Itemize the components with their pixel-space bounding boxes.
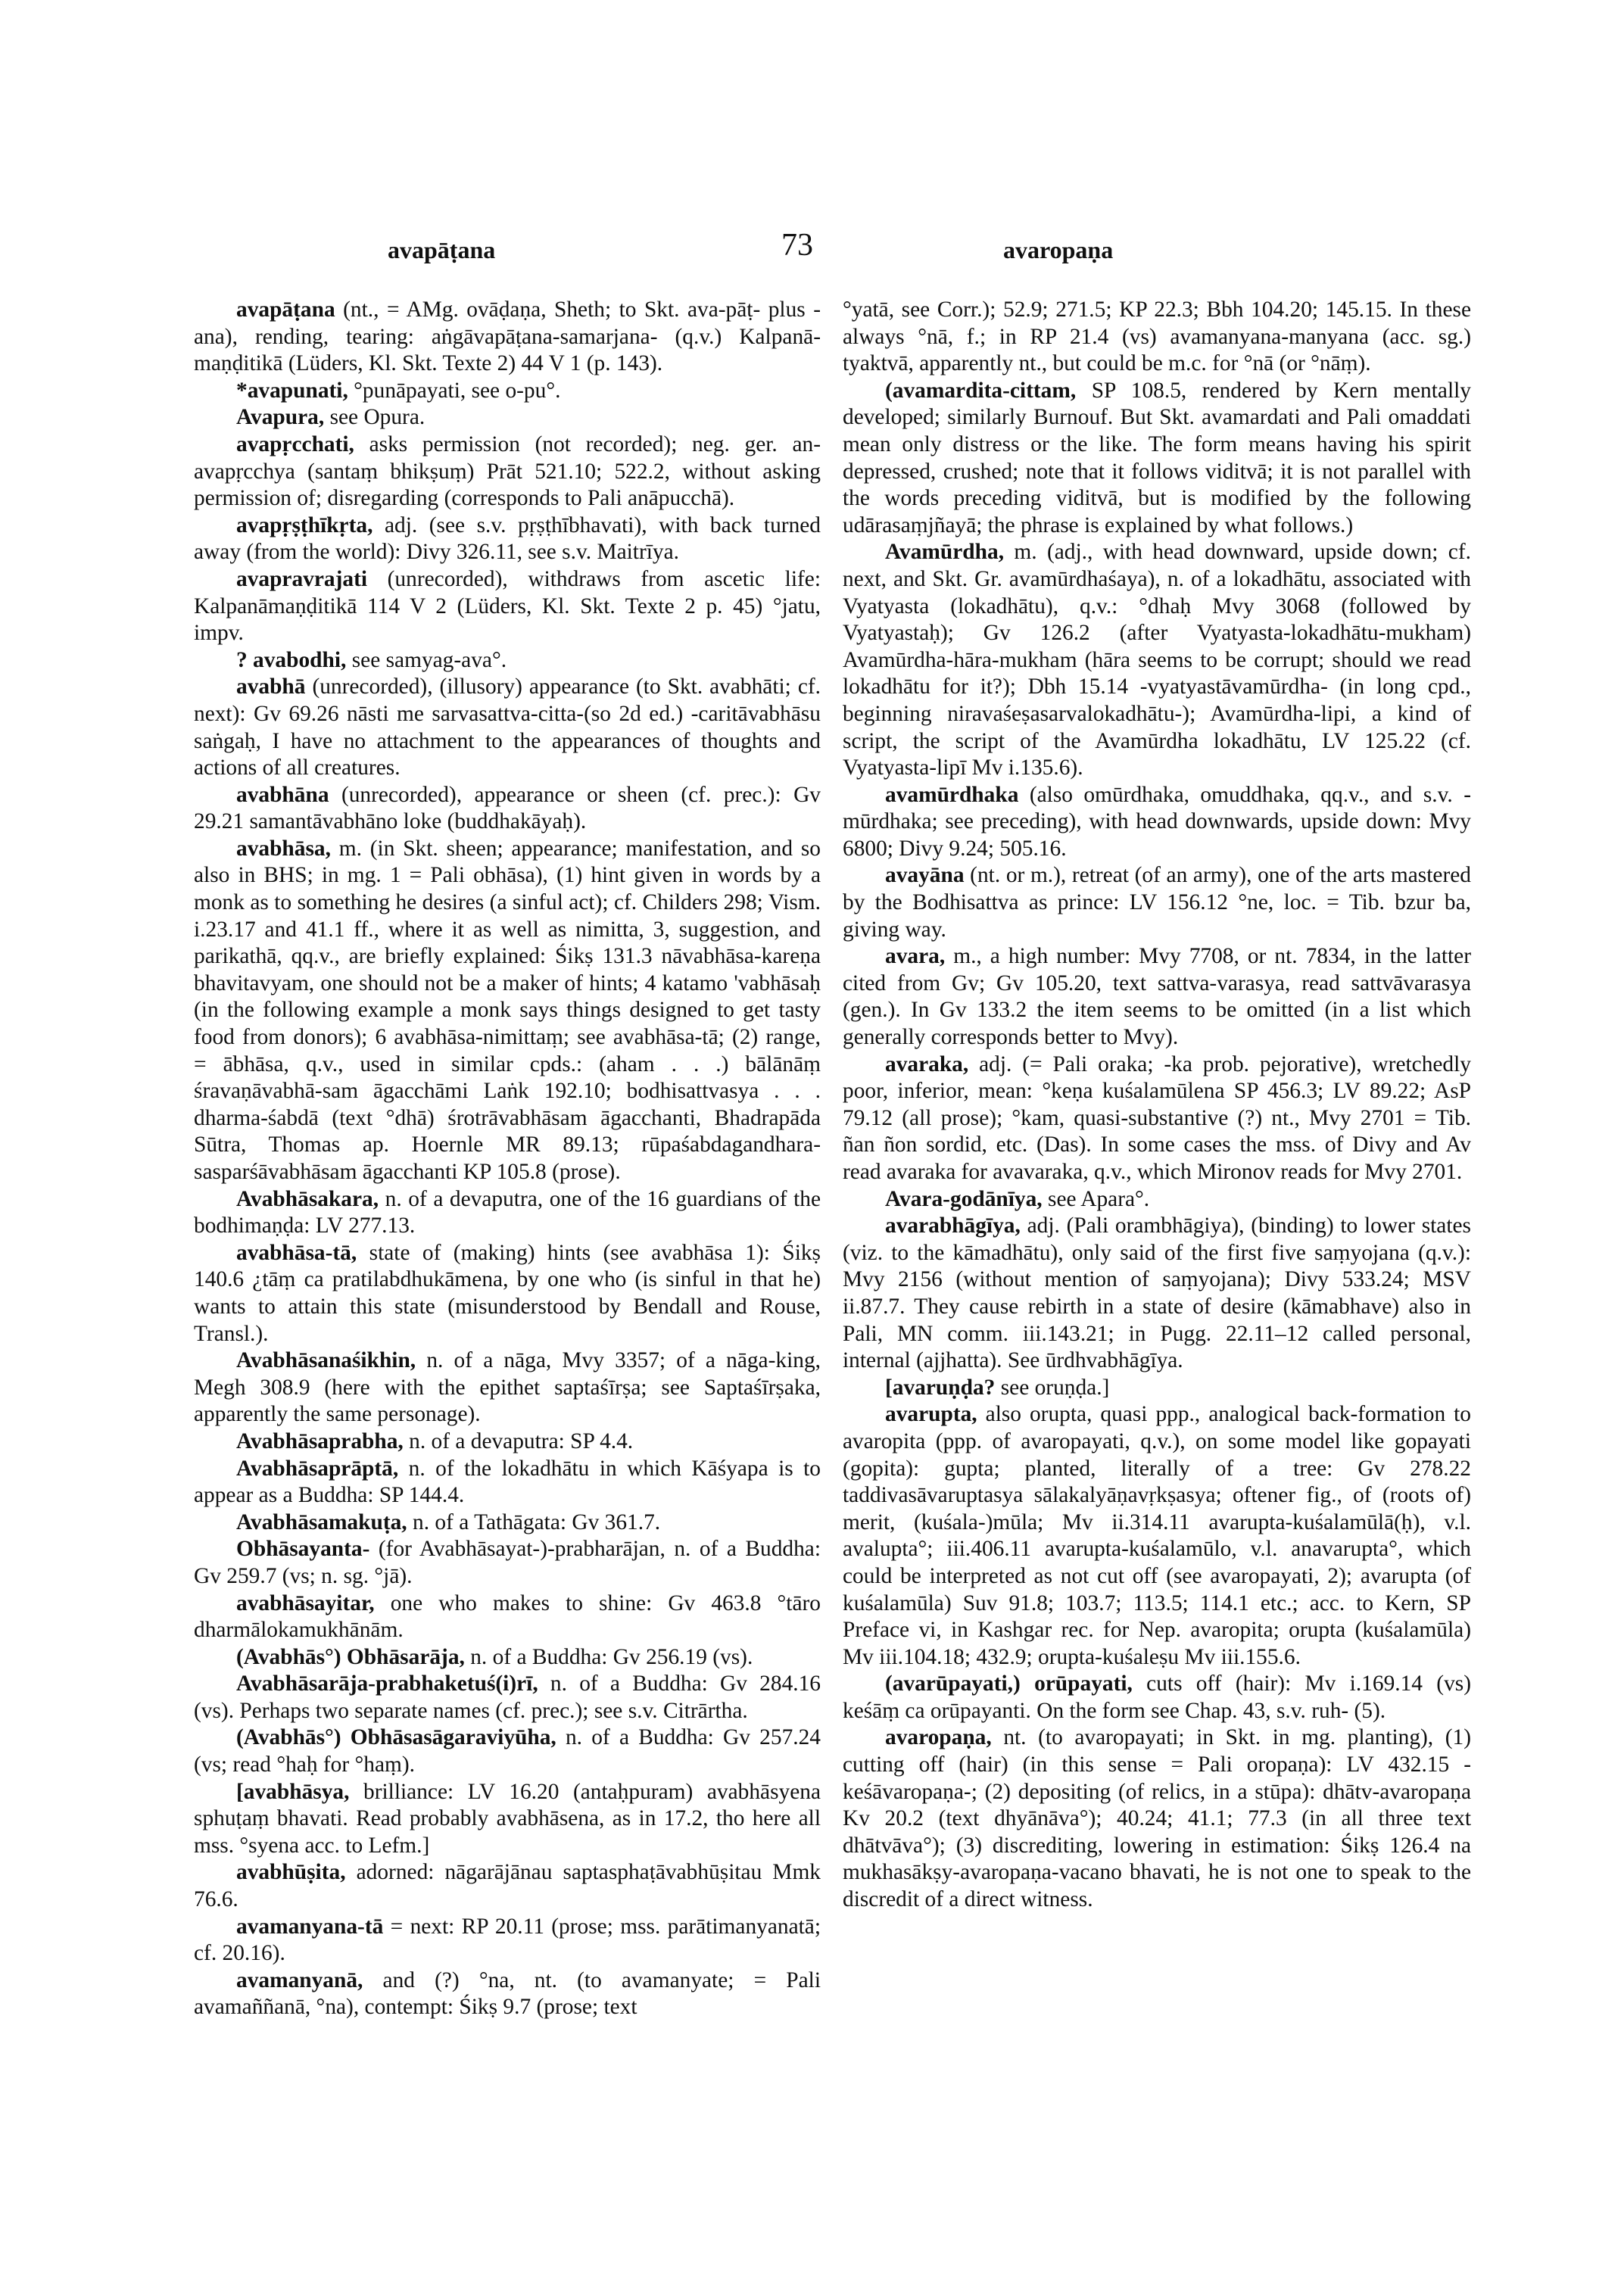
entry-text: adj. (= Pali oraka; -ka prob. pejorative), wretchedly poor, inferior, mean: °keṇa kuśalamūlena SP 456.3; LV 89.22; AsP 79.12 (all prose); °kam, quasi-substantive (?) nt., Mvy 2701 = Tib. ñan ñon sordid, etc. (Das). In some cases the mss. of Divy and Av read avaraka for avavaraka, q.v., which Mironov reads for Mvy 2701. — [843, 1051, 1471, 1184]
entry-text: adj. (Pali orambhāgiya), (binding) to lower states (viz. to the kāmadhātu), only said of the first five saṃyojana (q.v.): Mvy 2156 (without mention of saṃyojana); Divy 533.24; MSV ii.87.7. They cause rebirth in a state of desire (kāmabhave) also in Pali, MN comm. iii.143.21; in Pugg. 22.11–12 called personal, internal (ajjhatta). See ūrdhvabhāgīya. — [843, 1213, 1471, 1373]
entry-headword: avabhūṣita, — [236, 1860, 346, 1885]
entry-text: (unrecorded), appearance or sheen (cf. prec.): Gv 29.21 samantāvabhāno loke (buddhakāyaḥ). — [194, 782, 821, 834]
dictionary-entry — [194, 1456, 821, 1509]
entry-headword: avarabhāgīya, — [885, 1213, 1021, 1238]
entry-headword: avamanyanā, — [236, 1967, 363, 1992]
dictionary-entry — [843, 539, 1471, 781]
entry-headword: avara, — [885, 944, 946, 969]
entry-headword: avayāna — [885, 863, 965, 888]
entry-text: adj. (see s.v. pṛṣṭhībhavati), with back turned away (from the world): Divy 326.11, see s.v. Maitrīya. — [194, 512, 821, 565]
dictionary-entry — [194, 1644, 821, 1671]
dictionary-entry — [194, 1347, 821, 1428]
entry-headword: avamūrdhaka — [885, 782, 1019, 807]
entry-headword: Avapura, — [236, 405, 325, 430]
entry-headword: avabhāsa-tā, — [236, 1240, 357, 1265]
right-column — [843, 297, 1471, 1914]
entry-text: m., a high number: Mvy 7708, or nt. 7834, in the latter cited from Gv; Gv 105.20, text sattva-varasya, read sattvāvarasya (gen.). In Gv 133.2 the item seems to be omitted (in a list which generally corresponds better to Mvy). — [843, 944, 1471, 1050]
entry-text: and (?) °na, nt. (to avamanyate; = Pali avamaññanā, °na), contempt: Śikṣ 9.7 (prose; text — [194, 1967, 821, 2020]
entry-headword: ? avabodhi, — [236, 647, 347, 672]
entry-headword: avarupta, — [885, 1402, 977, 1427]
entry-text: SP 108.5, rendered by Kern mentally developed; similarly Burnouf. But Skt. avamardati and Pali omaddati mean only distress or the like. The form means having his spirit depressed, crushed; note that it follows viditvā; it is not parallel with the words preceding viditvā, but is modified by the following udārasaṃjñayā; the phrase is explained by what follows.) — [843, 378, 1471, 537]
dictionary-entry — [194, 674, 821, 781]
entry-headword: avapravrajati — [236, 566, 368, 591]
dictionary-entry — [194, 566, 821, 647]
entry-text: (nt. or m.), retreat (of an army), one of the arts mastered by the Bodhisattva as prince: LV 156.12 °ne, loc. = Tib. bzur ba, giving way. — [843, 863, 1471, 942]
entry-headword: (Avabhās°) Obhāsasāgaraviyūha, — [236, 1725, 556, 1750]
entry-headword: avapṛṣṭhīkṛta, — [236, 512, 373, 537]
dictionary-entry — [194, 1671, 821, 1724]
entry-text: one who makes to shine: Gv 463.8 °tāro dharmālokamukhānām. — [194, 1590, 821, 1643]
entry-text: also orupta, quasi ppp., analogical back-formation to avaropita (ppp. of avaropayati, q.v.), on some model like gopayati (gopita): gupta; planted, literally of a tree: Gv 278.22 taddivasāvaruptasya sālakalyāṇavṛkṣasya; oftener fig., of (roots of) merit, (kuśala-)mūla; Mv ii.314.11 avarupta-kuśalamūlā(ḥ), v.l. avalupta°; iii.406.11 avarupta-kuśalamūlo, v.l. anavarupta°, which could be interpreted as not cut off (see avaropayati, 2); avarupta (of kuśalamūla) Suv 91.8; 103.7; 113.5; 114.1 etc.; acc. to Kern, SP Preface vi, in Kashgar rec. for Nep. avaropita; orupta (kuśalamūla) Mv iii.104.18; 432.9; orupta-kuśaleṣu Mv iii.155.6. — [843, 1402, 1471, 1669]
dictionary-entry — [194, 1724, 821, 1778]
dictionary-entry — [194, 431, 821, 512]
dictionary-entry — [843, 1401, 1471, 1671]
entry-headword: avaropaṇa, — [885, 1725, 992, 1750]
dictionary-entry — [194, 1590, 821, 1644]
entry-text: see oruṇḍa.] — [995, 1375, 1110, 1400]
entry-text: n. of a Buddha: Gv 257.24 (vs; read °haḥ for °haṃ). — [194, 1725, 821, 1777]
dictionary-entry — [194, 512, 821, 566]
dictionary-entry — [843, 943, 1471, 1051]
entry-headword: Avabhāsaprabha, — [236, 1428, 404, 1453]
entry-text: (unrecorded), (illusory) appearance (to Skt. avabhāti; cf. next): Gv 69.26 nāsti me sarvasattva-citta-(so 2d ed.) -caritāvabhāsu saṅgaḥ, I have no attachment to the appearances of thoughts and actions of all creatures. — [194, 675, 821, 780]
entry-text: (nt., = AMg. ovāḍaṇa, Sheth; to Skt. ava-pāṭ- plus -ana), rending, tearing: aṅgāvapāṭana-samarjana- (q.v.) Kalpanā-maṇḍitikā (Lüders, Kl. Skt. Texte 2) 44 V 1 (p. 143). — [194, 298, 821, 376]
dictionary-entry — [194, 297, 821, 378]
dictionary-entry — [194, 647, 821, 675]
dictionary-entry — [194, 1186, 821, 1240]
entry-text: m. (adj., with head downward, upside down; cf. next, and Skt. Gr. avamūrdhaśaya), n. of a lokadhātu, associated with Vyatyasta (lokadhātu), q.v.: °dhaḥ Mvy 3068 (followed by Vyatyastaḥ); Gv 126.2 (after Vyatyasta-lokadhātu-mukham) Avamūrdha-hāra-mukham (hāra seems to be corrupt; should we read lokadhātu for it?); Dbh 15.14 -vyatyastāvamūrdha- (in long cpd., beginning niravaśeṣasarvalokadhātu-); Avamūrdha-lipi, a kind of script, the script of the Avamūrdha lokadhātu, LV 125.22 (cf. Vyatyasta-lipī Mv i.135.6). — [843, 540, 1471, 780]
entry-text: adorned: nāgarājānau saptasphaṭāvabhūṣitau Mmk 76.6. — [194, 1860, 821, 1912]
entry-text: state of (making) hints (see avabhāsa 1): Śikṣ 140.6 ¿tāṃ ca pratilabdhukāmena, by one who (is sinful in that he) wants to attain this state (misunderstood by Bendall and Rouse, Transl.). — [194, 1240, 821, 1346]
entry-headword: Avabhāsamakuṭa, — [236, 1509, 407, 1534]
entry-text: (unrecorded), withdraws from ascetic life: Kalpanāmaṇḍitikā 114 V 2 (Lüders, Kl. Skt. Texte 2 p. 45) °jatu, impv. — [194, 566, 821, 646]
entry-headword: Obhāsayanta- — [236, 1537, 370, 1562]
dictionary-entry — [194, 1536, 821, 1590]
dictionary-entry — [843, 1375, 1471, 1402]
dictionary-entry — [194, 1509, 821, 1537]
entry-text: see samyag-ava°. — [346, 647, 507, 672]
entry-headword: Avabhāsakara, — [236, 1186, 379, 1211]
entry-text: n. of a Buddha: Gv 256.19 (vs). — [464, 1644, 753, 1669]
entry-text: see Apara°. — [1042, 1186, 1150, 1211]
dictionary-entry — [843, 1724, 1471, 1913]
entry-headword: [avaruṇḍa? — [885, 1375, 996, 1400]
dictionary-entry — [194, 1240, 821, 1347]
entry-headword: avabhāsayitar, — [236, 1590, 375, 1615]
entry-headword: avabhāna — [236, 782, 329, 807]
entry-headword: (avarūpayati,) orūpayati, — [885, 1671, 1133, 1696]
dictionary-entry — [194, 1914, 821, 1967]
entry-text: (also omūrdhaka, omuddhaka, qq.v., and s.v. -mūrdhaka; see preceding), with head downwards, upside down: Mvy 6800; Divy 9.24; 505.16. — [843, 782, 1471, 861]
entry-text: m. (in Skt. sheen; appearance; manifestation, and so also in BHS; in mg. 1 = Pali obhāsa), (1) hint given in words by a monk as to something he desires (a sinful act); cf. Childers 298; Vism. i.23.17 and 41.1 ff., where it as well as nimitta, 3, suggestion, and parikathā, qq.v., are briefly explained: Śikṣ 131.3 nāvabhāsa-kareṇa bhavitavyam, one should not be a maker of hints; 4 katamo 'vabhāsaḥ (in the following example a monk says things designed to get tasty food from donors); 6 avabhāsa-nimittaṃ; see avabhāsa-tā; (2) range, = ābhāsa, q.v., used in similar cpds.: (aham . . .) bālānāṃ śravaṇāvabhā-sam āgacchāmi Laṅk 192.10; bodhisattvasya . . . dharma-śabdā (text °dhā) śrotrāvabhāsam āgacchanti, Bhadrapāda Sūtra, Thomas ap. Hoernle MR 89.13; rūpaśabdagandhara-sasparśāvabhāsam āgacchanti KP 105.8 (prose). — [194, 836, 821, 1184]
entry-headword: avamanyana-tā — [236, 1914, 384, 1939]
entry-headword: *avapunati, — [236, 378, 348, 403]
running-head-left: avapāṭana — [388, 236, 496, 263]
dictionary-entry — [843, 297, 1471, 378]
entry-headword: (avamardita-cittam, — [885, 378, 1077, 403]
dictionary-entry — [843, 1051, 1471, 1186]
entry-text: n. of a nāga, Mvy 3357; of a nāga-king, Megh 308.9 (here with the epithet saptaśīrṣa; see Saptaśīrṣaka, apparently the same personage). — [194, 1348, 821, 1427]
dictionary-entry — [843, 378, 1471, 540]
entry-headword: avabhāsa, — [236, 836, 331, 861]
entry-text: (for Avabhāsayat-)-prabharājan, n. of a Buddha: Gv 259.7 (vs; n. sg. °jā). — [194, 1537, 821, 1588]
entry-text: = next: RP 20.11 (prose; mss. parātimanyanatā; cf. 20.16). — [194, 1914, 821, 1966]
entry-text: n. of a Buddha: Gv 284.16 (vs). Perhaps two separate names (cf. prec.); see s.v. Citrārtha. — [194, 1671, 821, 1723]
dictionary-entry — [843, 1213, 1471, 1375]
entry-headword: avapāṭana — [236, 298, 335, 322]
entry-headword: Avabhāsanaśikhin, — [236, 1348, 416, 1373]
entry-text: n. of the lokadhātu in which Kāśyapa is to appear as a Buddha: SP 144.4. — [194, 1456, 821, 1508]
dictionary-entry — [843, 1186, 1471, 1213]
entry-headword: avaraka, — [885, 1051, 969, 1076]
dictionary-entry — [194, 1967, 821, 2021]
entry-text: brilliance: LV 16.20 (antaḥpuram) avabhāsyena sphuṭaṃ bhavati. Read probably avabhāsena, as in 17.2, tho here all mss. °syena acc. to Lefm.] — [194, 1779, 821, 1858]
page-number: 73 — [781, 228, 813, 263]
dictionary-entry — [843, 782, 1471, 863]
dictionary-entry — [843, 862, 1471, 943]
entry-headword: Avabhāsaprāptā, — [236, 1456, 399, 1481]
entry-text: n. of a devaputra, one of the 16 guardians of the bodhimaṇḍa: LV 277.13. — [194, 1186, 821, 1238]
dictionary-entry — [194, 378, 821, 405]
entry-headword: Avamūrdha, — [885, 540, 1005, 565]
entry-text: °yatā, see Corr.); 52.9; 271.5; KP 22.3; Bbh 104.20; 145.15. In these always °nā, f.; in RP 21.4 (vs) avamanyana-manyana (acc. sg.) tyaktvā, apparently nt., but could be m.c. for °nā (or °nāṃ). — [843, 298, 1471, 376]
entry-headword: [avabhāsya, — [236, 1779, 350, 1804]
entry-text: cuts off (hair): Mv i.169.14 (vs) keśāṃ ca orūpayanti. On the form see Chap. 43, s.v. ruh- (5). — [843, 1671, 1471, 1723]
entry-text: °punāpayati, see o-pu°. — [348, 378, 561, 403]
entry-text: n. of a devaputra: SP 4.4. — [403, 1428, 634, 1453]
dictionary-entry — [194, 782, 821, 836]
entry-headword: Avara-godānīya, — [885, 1186, 1043, 1211]
entry-text: nt. (to avaropayati; in Skt. in mg. planting), (1) cutting off (hair) (in this sense = Pali oropaṇa): LV 432.15 -keśāvaropaṇa-; (2) depositing (of relics, in a stūpa): dhātv-avaropaṇa Kv 20.2 (text dhyānāva°); 40.24; 41.1; 77.3 (in all three text dhātvāva°); (3) discrediting, lowering in estimation: Śikṣ 126.4 na mukhasākṣy-avaropaṇa-vacano bhavati, he is not one to speak to the discredit of a direct witness. — [843, 1725, 1471, 1912]
dictionary-entry — [194, 1779, 821, 1860]
dictionary-entry — [194, 1859, 821, 1913]
running-head-right: avaropaṇa — [1003, 236, 1114, 263]
dictionary-entry — [843, 1671, 1471, 1724]
entry-headword: avapṛcchati, — [236, 431, 354, 456]
dictionary-entry — [194, 1428, 821, 1456]
entry-text: see Opura. — [324, 405, 425, 430]
entry-text: n. of a Tathāgata: Gv 361.7. — [407, 1509, 661, 1534]
entry-headword: Avabhāsarāja-prabhaketuś(i)rī, — [236, 1671, 538, 1696]
entry-headword: avabhā — [236, 675, 306, 699]
entry-text: asks permission (not recorded); neg. ger. an-avapṛcchya (santaṃ bhikṣuṃ) Prāt 521.10; 522.2, without asking permission of; disregarding (corresponds to Pali anāpucchā). — [194, 431, 821, 511]
dictionary-entry — [194, 404, 821, 431]
dictionary-entry — [194, 836, 821, 1186]
left-column — [194, 297, 821, 2021]
entry-headword: (Avabhās°) Obhāsarāja, — [236, 1644, 465, 1669]
